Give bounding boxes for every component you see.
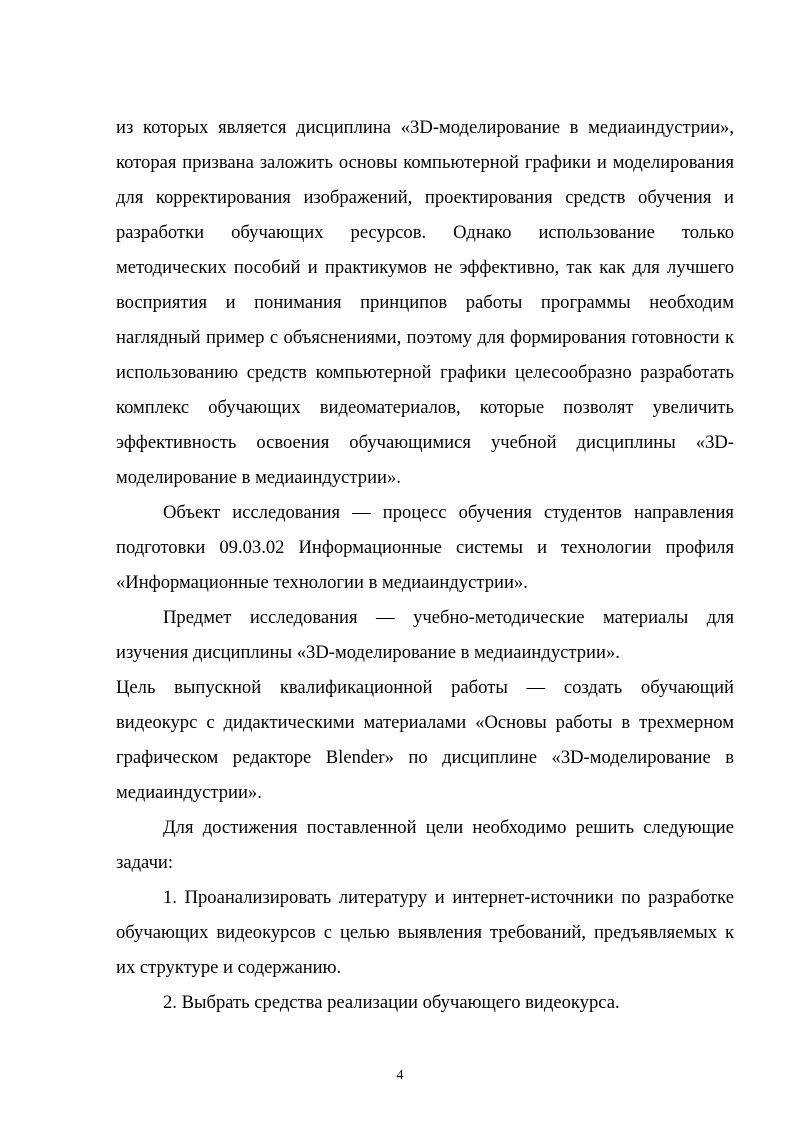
paragraph-research-subject: Предмет исследования — учебно-методические материалы для изучения дисциплины «3D-моделирование в медиаиндустрии».: [116, 607, 734, 663]
body-text: [116, 110, 734, 1020]
paragraph-tasks-intro: Для достижения поставленной цели необходимо решить следующие задачи:: [116, 817, 734, 873]
paragraph-discipline-intro: из которых является дисциплина «3D-моделирование в медиаиндустрии», которая призвана заложить основы компьютерной графики и моделирования для корректирования изображений, проектирования средств обучения и разработки обучающих ресурсов. Однако использование только методических пособий и практикумов не эффективно, так как для лучшего восприятия и понимания принципов работы программы необходим наглядный пример с объяснениями, поэтому для формирования готовности к использованию средств компьютерной графики целесообразно разработать комплекс обучающих видеоматериалов, которые позволят увеличить эффективность освоения обучающимися учебной дисциплины «3D-моделирование в медиаиндустрии».: [116, 117, 734, 488]
paragraph-research-object: Объект исследования — процесс обучения студентов направления подготовки 09.03.02 Информационные системы и технологии профиля «Информационные технологии в медиаиндустрии».: [116, 502, 734, 593]
page-number: 4: [396, 1068, 404, 1083]
list-item-task-1: 1. Проанализировать литературу и интернет-источники по разработке обучающих видеокурсов с целью выявления требований, предъявляемых к их структуре и содержанию.: [116, 887, 734, 978]
paragraph-thesis-goal: Цель выпускной квалификационной работы — создать обучающий видеокурс с дидактическими материалами «Основы работы в трехмерном графическом редакторе Blender» по дисциплине «3D-моделирование в медиаиндустрии».: [116, 677, 734, 803]
list-item-task-2: 2. Выбрать средства реализации обучающего видеокурса.: [163, 992, 620, 1013]
